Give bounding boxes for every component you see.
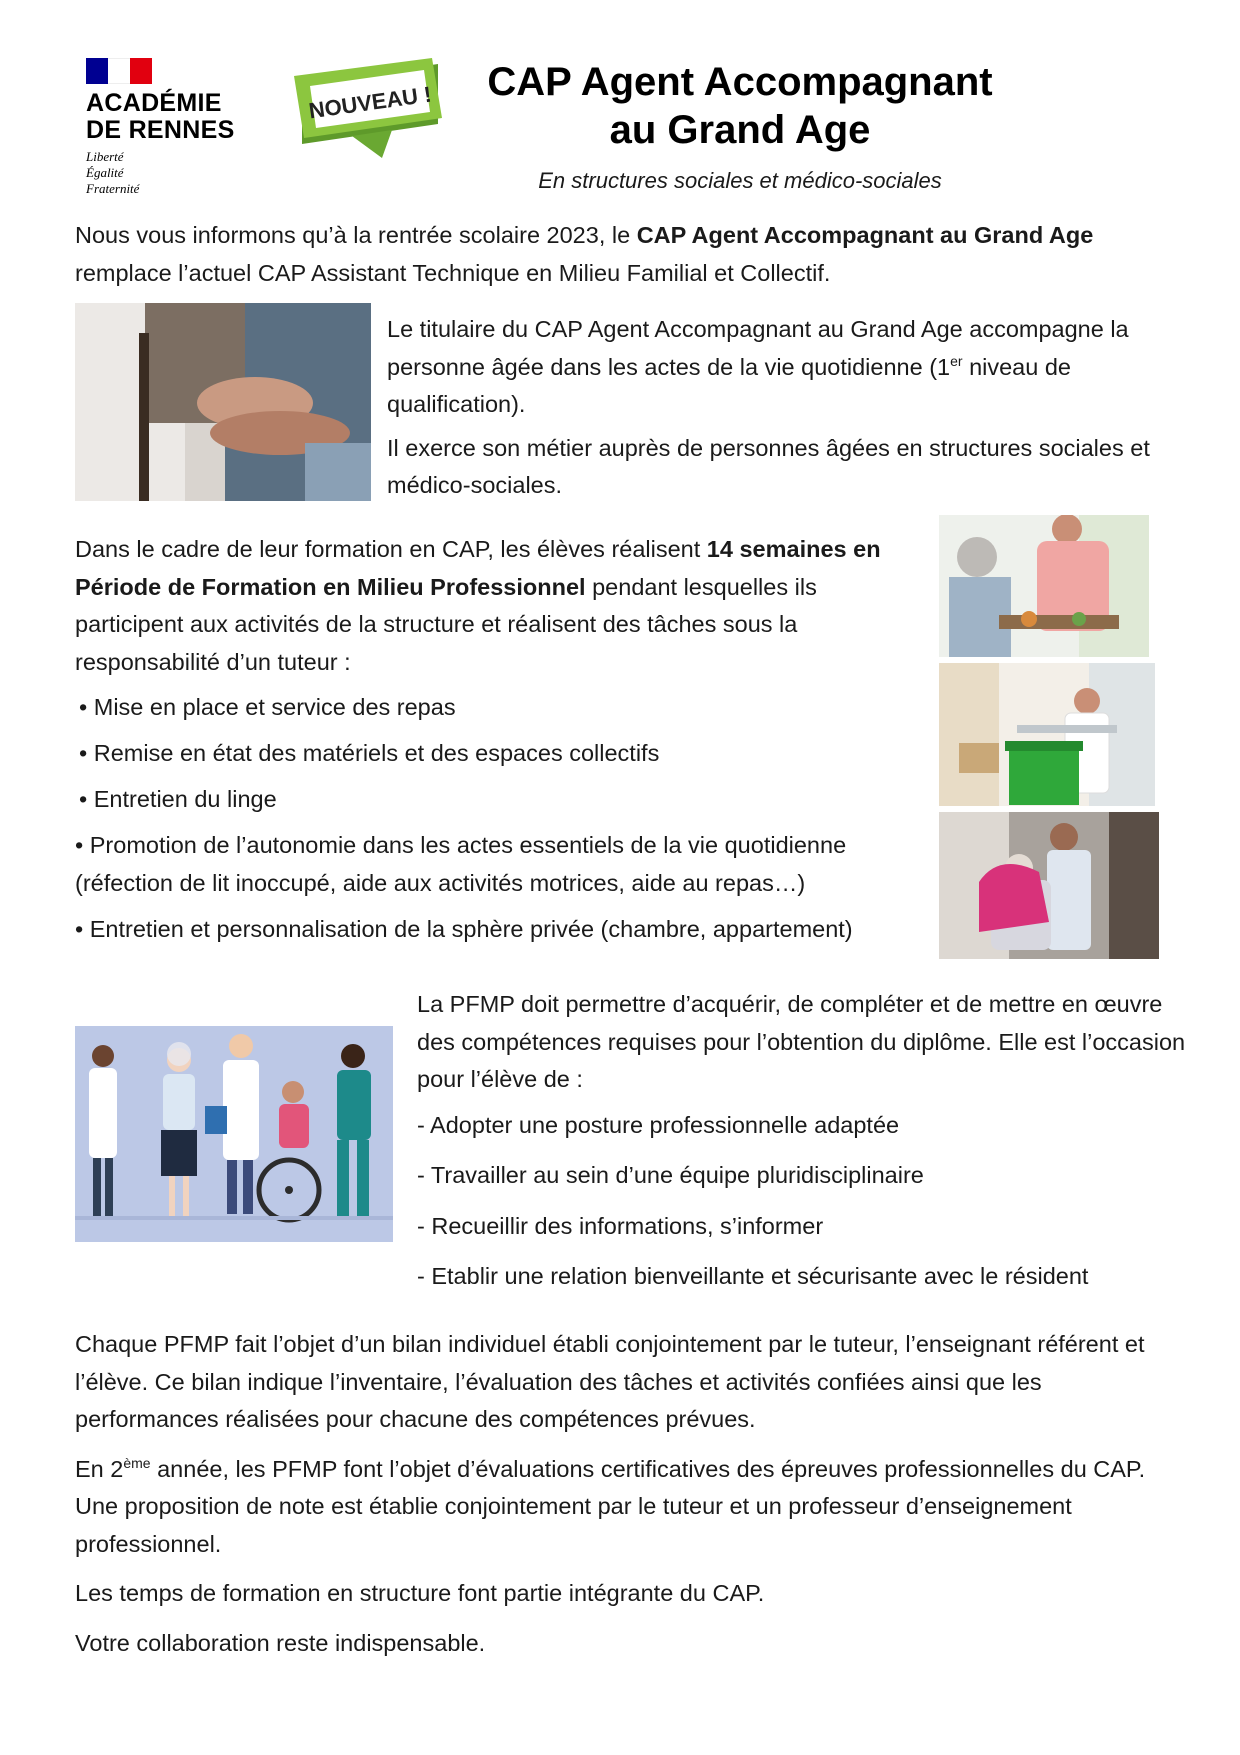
holder-paragraph-2: Il exerce son métier auprès de personnes âgées en structures sociales et médico-sociales. xyxy=(387,434,1150,498)
photo-dressing-help xyxy=(939,812,1159,959)
intro-paragraph: Nous vous informons qu’à la rentrée scolaire 2023, le CAP Agent Accompagnant au Grand Age remplace l’actuel CAP Assistant Technique en Milieu Familial et Collectif. xyxy=(75,222,1094,286)
illustration-caregivers xyxy=(75,1026,393,1242)
page-subtitle: En structures sociales et médico-sociales xyxy=(538,168,942,193)
nouveau-text: NOUVEAU ! xyxy=(307,81,433,124)
closing-paragraph-4: Votre collaboration reste indispensable. xyxy=(75,1629,486,1656)
list-item: - Etablir une relation bienveillante et sécurisante avec le résident xyxy=(417,1263,1089,1289)
list-item: • Mise en place et service des repas xyxy=(79,694,456,720)
logo-motto: Liberté Égalité Fraternité xyxy=(86,149,140,196)
list-item: - Travailler au sein d’une équipe pluridisciplinaire xyxy=(417,1162,924,1188)
french-flag-icon xyxy=(86,58,152,84)
list-item: • Promotion de l’autonomie dans les actes essentiels de la vie quotidienne (réfection de lit inoccupé, aide aux activités motrices, aide au repas…) xyxy=(75,832,847,896)
closing-section xyxy=(75,1326,1185,1662)
photo-cleaning-cart xyxy=(939,663,1155,806)
nouveau-badge xyxy=(292,58,448,162)
logo-name: ACADÉMIE DE RENNES xyxy=(86,89,235,144)
closing-paragraph-2: En 2ème année, les PFMP font l’objet d’évaluations certificatives des épreuves professionnelles du CAP. Une proposition de note est établie conjointement par le tuteur et un professeur d’enseignement professionnel. xyxy=(75,1454,1146,1557)
closing-paragraph-1: Chaque PFMP fait l’objet d’un bilan individuel établi conjointement par le tuteur, l’enseignant référent et l’élève. Ce bilan indique l’inventaire, l’évaluation des tâches et activités confiées ainsi que les performances réalisées pour chacune des compétences prévues. xyxy=(75,1331,1145,1432)
photo-meal-service xyxy=(939,515,1149,657)
pfmp-section xyxy=(75,531,915,957)
skills-intro: La PFMP doit permettre d’acquérir, de compléter et de mettre en œuvre des compétences requises pour l’obtention du diplôme. Elle est l’occasion pour l’élève de : xyxy=(417,991,1186,1092)
list-item: - Adopter une posture professionnelle adaptée xyxy=(417,1111,900,1138)
pfmp-task-list xyxy=(75,689,915,948)
list-item: - Recueillir des informations, s’informer xyxy=(417,1212,824,1239)
list-item: • Entretien et personnalisation de la sphère privée (chambre, appartement) xyxy=(75,915,853,942)
academie-logo xyxy=(86,58,256,208)
photo-hands-elderly xyxy=(75,303,371,501)
skills-list xyxy=(417,1107,1187,1296)
page-title: CAP Agent Accompagnant au Grand Age xyxy=(487,60,993,152)
closing-paragraph-3: Les temps de formation en structure font partie intégrante du CAP. xyxy=(75,1580,765,1606)
list-item: • Remise en état des matériels et des espaces collectifs xyxy=(79,740,660,766)
pfmp-paragraph: Dans le cadre de leur formation en CAP, les élèves réalisent 14 semaines en Période de Formation en Milieu Professionnel pendant lesquelles ils participent aux activités de la structure et réalisent des tâches sous la responsabilité d’un tuteur : xyxy=(75,536,881,675)
holder-section xyxy=(387,311,1187,505)
skills-section xyxy=(417,986,1187,1309)
holder-paragraph-1: Le titulaire du CAP Agent Accompagnant au Grand Age accompagne la personne âgée dans les actes de la vie quotidienne (1er niveau de qualification). xyxy=(387,316,1129,417)
list-item: • Entretien du linge xyxy=(79,786,277,812)
